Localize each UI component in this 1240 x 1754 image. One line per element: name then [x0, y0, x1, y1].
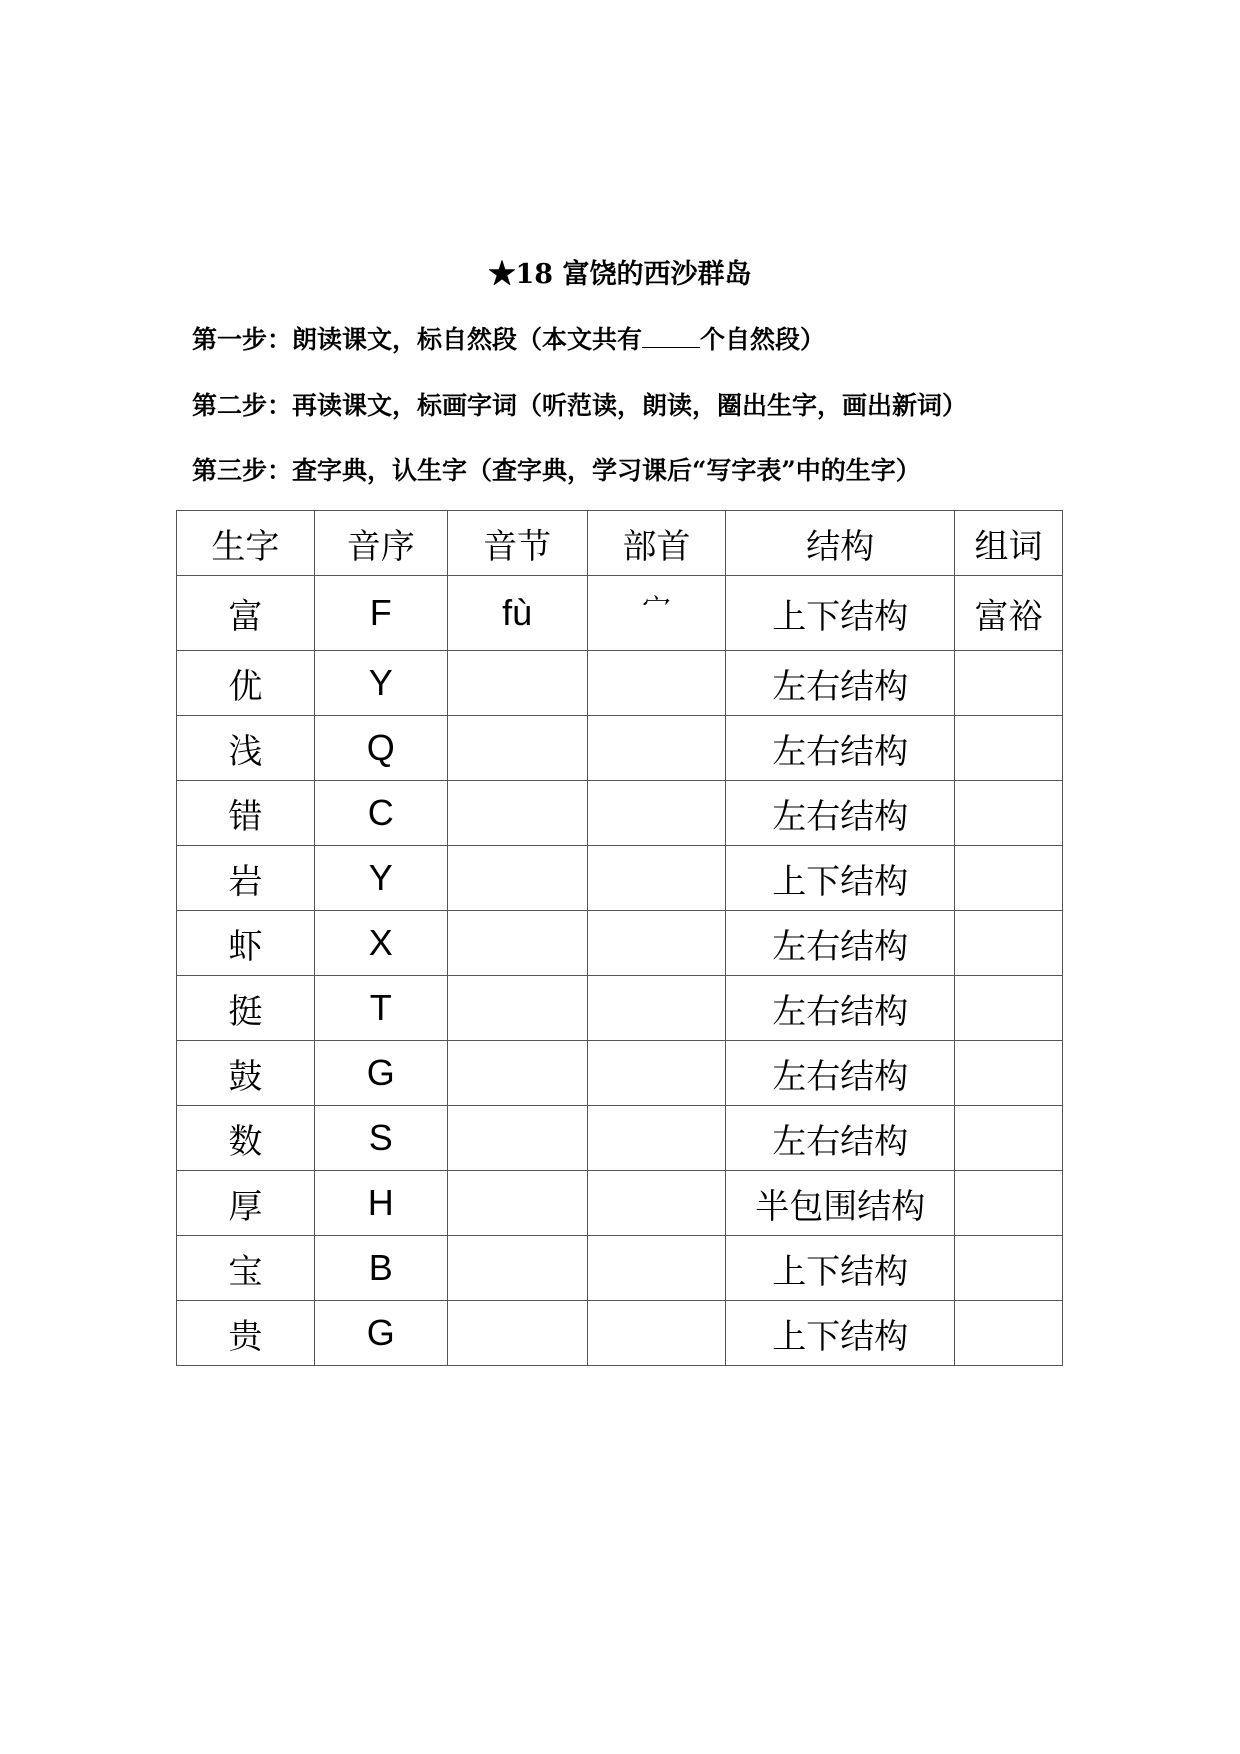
header-character: 生字 — [177, 511, 315, 576]
cell-structure: 左右结构 — [726, 781, 955, 846]
cell-word[interactable] — [955, 976, 1063, 1041]
cell-character: 优 — [177, 651, 315, 716]
step-1-text: 第一步：朗读课文，标自然段（本文共有 — [192, 325, 643, 354]
cell-word[interactable] — [955, 1171, 1063, 1236]
table-row — [177, 716, 1063, 781]
cell-word[interactable] — [955, 846, 1063, 911]
cell-word: 富裕 — [955, 576, 1063, 651]
cell-character: 数 — [177, 1106, 315, 1171]
cell-character: 厚 — [177, 1171, 315, 1236]
cell-radical[interactable] — [587, 1106, 726, 1171]
header-structure: 结构 — [726, 511, 955, 576]
cell-pinyin[interactable] — [447, 1041, 587, 1106]
cell-pinyin[interactable] — [447, 781, 587, 846]
cell-initial: T — [314, 976, 447, 1041]
header-word: 组词 — [955, 511, 1063, 576]
cell-initial: B — [314, 1236, 447, 1301]
cell-pinyin[interactable] — [447, 1106, 587, 1171]
table-row — [177, 651, 1063, 716]
header-radical: 部首 — [587, 511, 726, 576]
cell-radical[interactable] — [587, 846, 726, 911]
cell-initial: G — [314, 1041, 447, 1106]
cell-pinyin[interactable] — [447, 716, 587, 781]
table-row — [177, 911, 1063, 976]
cell-initial: F — [314, 576, 447, 651]
table-row — [177, 576, 1063, 651]
step-1-text-end: 个自然段） — [700, 325, 826, 354]
cell-structure: 上下结构 — [726, 576, 955, 651]
cell-character: 富 — [177, 576, 315, 651]
cell-character: 宝 — [177, 1236, 315, 1301]
cell-initial: X — [314, 911, 447, 976]
table-row — [177, 1171, 1063, 1236]
cell-word[interactable] — [955, 1041, 1063, 1106]
table-row — [177, 1236, 1063, 1301]
cell-radical[interactable] — [587, 1301, 726, 1366]
cell-word[interactable] — [955, 716, 1063, 781]
cell-word[interactable] — [955, 911, 1063, 976]
cell-pinyin[interactable] — [447, 976, 587, 1041]
cell-word[interactable] — [955, 1236, 1063, 1301]
cell-radical[interactable] — [587, 1236, 726, 1301]
cell-radical: 宀 — [587, 576, 726, 651]
cell-initial: C — [314, 781, 447, 846]
cell-initial: G — [314, 1301, 447, 1366]
cell-pinyin[interactable] — [447, 1171, 587, 1236]
paragraph-count-blank[interactable] — [642, 327, 700, 348]
step-1 — [192, 320, 825, 356]
cell-character: 贵 — [177, 1301, 315, 1366]
cell-character: 岩 — [177, 846, 315, 911]
cell-initial: H — [314, 1171, 447, 1236]
table-row — [177, 1106, 1063, 1171]
cell-structure: 左右结构 — [726, 1041, 955, 1106]
cell-radical[interactable] — [587, 651, 726, 716]
cell-pinyin: fù — [447, 576, 587, 651]
cell-character: 鼓 — [177, 1041, 315, 1106]
step-3: 第三步：查字典，认生字（查字典，学习课后“写字表”中的生字） — [192, 456, 921, 485]
cell-structure: 左右结构 — [726, 1106, 955, 1171]
cell-initial: Y — [314, 846, 447, 911]
cell-structure: 上下结构 — [726, 846, 955, 911]
cell-radical[interactable] — [587, 716, 726, 781]
cell-pinyin[interactable] — [447, 1301, 587, 1366]
cell-word[interactable] — [955, 1301, 1063, 1366]
table-row — [177, 781, 1063, 846]
table-row — [177, 846, 1063, 911]
cell-structure: 半包围结构 — [726, 1171, 955, 1236]
cell-pinyin[interactable] — [447, 651, 587, 716]
cell-radical[interactable] — [587, 976, 726, 1041]
cell-structure: 左右结构 — [726, 911, 955, 976]
cell-initial: Q — [314, 716, 447, 781]
cell-structure: 左右结构 — [726, 716, 955, 781]
cell-structure: 左右结构 — [726, 976, 955, 1041]
page-title: ★18 富饶的西沙群岛 — [488, 259, 752, 290]
cell-radical[interactable] — [587, 1041, 726, 1106]
cell-initial: S — [314, 1106, 447, 1171]
cell-initial: Y — [314, 651, 447, 716]
cell-word[interactable] — [955, 651, 1063, 716]
cell-word[interactable] — [955, 781, 1063, 846]
cell-character: 浅 — [177, 716, 315, 781]
cell-character: 错 — [177, 781, 315, 846]
cell-radical[interactable] — [587, 911, 726, 976]
cell-radical[interactable] — [587, 781, 726, 846]
cell-structure: 上下结构 — [726, 1301, 955, 1366]
character-table — [176, 510, 1063, 1366]
table-row — [177, 1301, 1063, 1366]
cell-character: 挺 — [177, 976, 315, 1041]
cell-pinyin[interactable] — [447, 911, 587, 976]
header-pinyin: 音节 — [447, 511, 587, 576]
header-initial: 音序 — [314, 511, 447, 576]
cell-word[interactable] — [955, 1106, 1063, 1171]
table-row — [177, 976, 1063, 1041]
table-row — [177, 1041, 1063, 1106]
step-2: 第二步：再读课文，标画字词（听范读，朗读，圈出生字，画出新词） — [192, 391, 968, 420]
cell-structure: 上下结构 — [726, 1236, 955, 1301]
cell-pinyin[interactable] — [447, 1236, 587, 1301]
cell-radical[interactable] — [587, 1171, 726, 1236]
cell-pinyin[interactable] — [447, 846, 587, 911]
cell-structure: 左右结构 — [726, 651, 955, 716]
cell-character: 虾 — [177, 911, 315, 976]
